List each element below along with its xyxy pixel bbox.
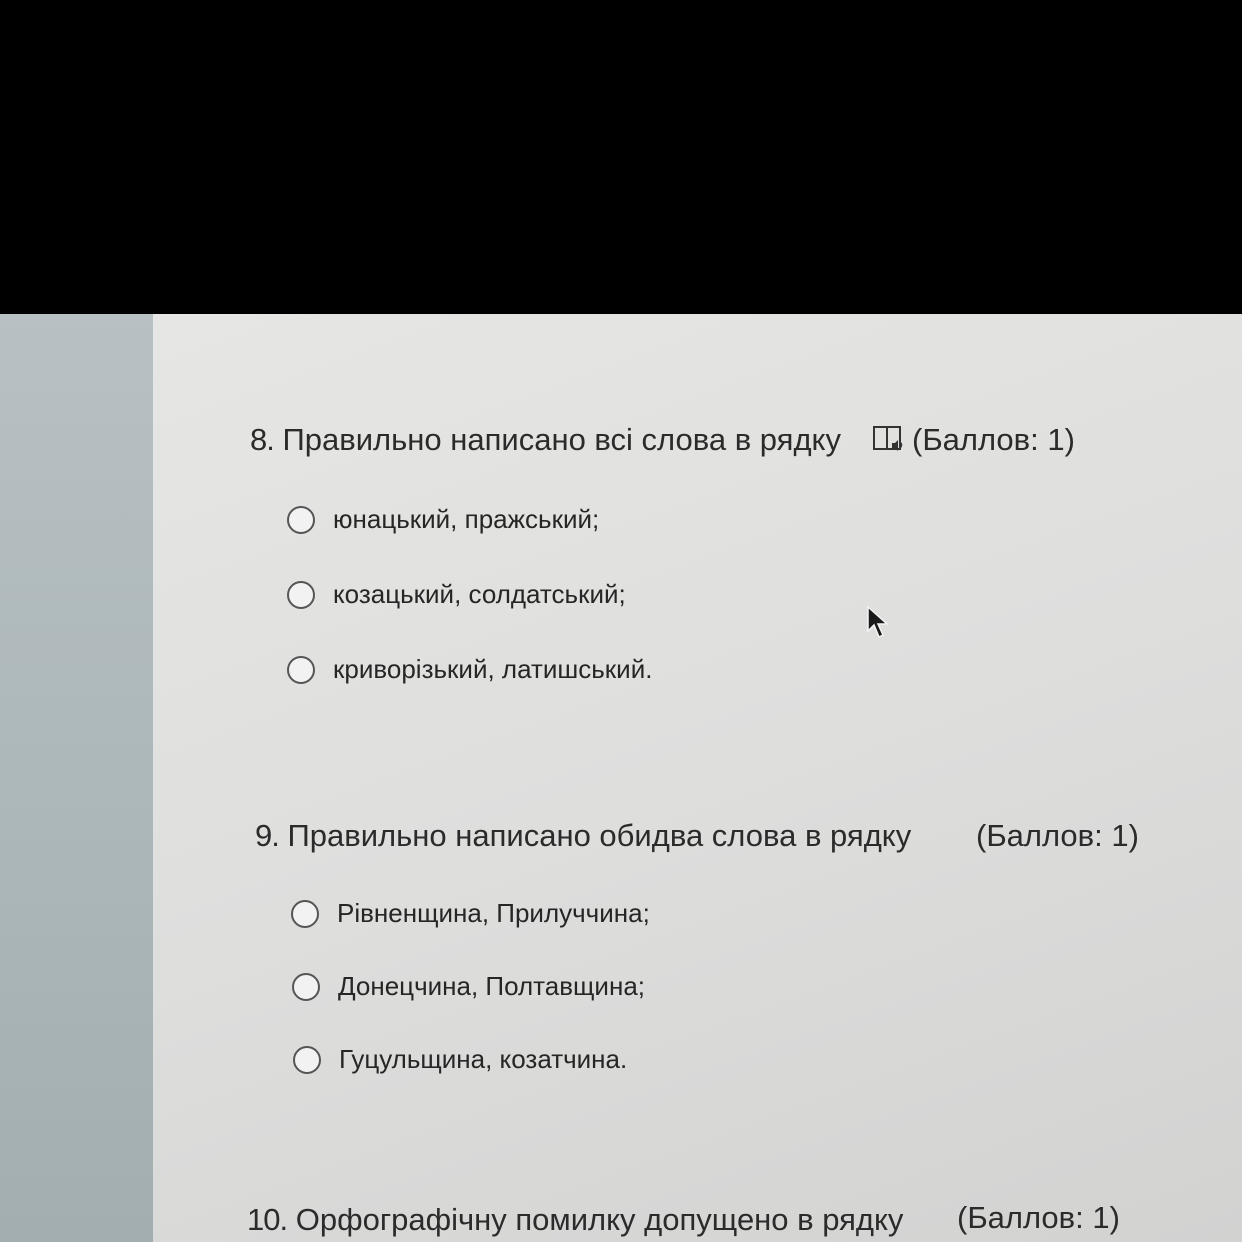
question-10-title xyxy=(247,1202,903,1238)
dark-background xyxy=(0,0,1242,314)
screen xyxy=(0,314,1242,1242)
radio-button[interactable] xyxy=(287,656,315,684)
option-row[interactable] xyxy=(291,898,650,929)
quiz-content xyxy=(153,314,1242,1242)
option-label: Донецчина, Полтавщина; xyxy=(338,971,645,1001)
question-8-title xyxy=(250,422,841,458)
question-number: 10. xyxy=(247,1202,288,1237)
option-row[interactable] xyxy=(287,654,652,685)
mouse-cursor-icon xyxy=(866,606,890,640)
question-points: (Баллов: 1) xyxy=(976,818,1139,853)
radio-button[interactable] xyxy=(287,581,315,609)
question-number: 8. xyxy=(250,422,274,457)
question-text: Правильно написано всі слова в рядку xyxy=(282,422,841,457)
radio-button[interactable] xyxy=(293,1046,321,1074)
radio-button[interactable] xyxy=(287,506,315,534)
option-label: Гуцульщина, козатчина. xyxy=(339,1044,628,1074)
left-sidebar xyxy=(0,314,153,1242)
question-points: (Баллов: 1) xyxy=(912,422,1075,457)
option-label: козацький, солдатський; xyxy=(333,579,626,609)
question-9-title xyxy=(255,818,911,854)
option-row[interactable] xyxy=(287,504,599,535)
option-label: юнацький, пражський; xyxy=(333,504,600,534)
radio-button[interactable] xyxy=(292,973,320,1001)
option-row[interactable] xyxy=(292,971,645,1002)
question-points: (Баллов: 1) xyxy=(957,1200,1120,1235)
option-label: криворізький, латишський. xyxy=(333,654,653,684)
option-label: Рівненщина, Прилуччина; xyxy=(337,898,650,928)
option-row[interactable] xyxy=(287,579,626,610)
option-row[interactable] xyxy=(293,1044,627,1075)
question-number: 9. xyxy=(255,818,279,853)
speaker-book-icon[interactable] xyxy=(872,424,906,454)
question-text: Орфографічну помилку допущено в рядку xyxy=(295,1202,904,1237)
question-text: Правильно написано обидва слова в рядку xyxy=(287,818,912,853)
radio-button[interactable] xyxy=(291,900,319,928)
